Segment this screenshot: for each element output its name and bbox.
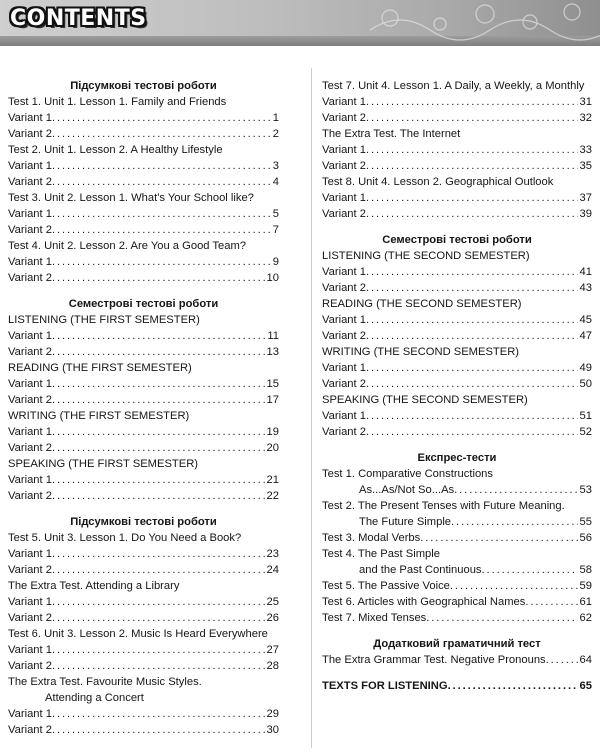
toc-entry-label: Variant 1 [322, 266, 366, 278]
toc-entry[interactable] [8, 610, 279, 626]
toc-entry[interactable] [322, 562, 592, 578]
toc-entry[interactable] [8, 392, 279, 408]
toc-entry[interactable] [8, 376, 279, 392]
toc-entry[interactable] [322, 482, 592, 498]
column-divider [311, 68, 312, 748]
toc-entry[interactable] [8, 722, 279, 738]
toc-page-number: 13 [266, 346, 279, 358]
toc-left-column [8, 78, 279, 738]
toc-page-number: 23 [266, 548, 279, 560]
toc-entry-label: Variant 2 [8, 612, 52, 624]
toc-entry-label: Variant 1 [8, 256, 52, 268]
dot-leader [52, 206, 271, 222]
toc-section-title: READING (THE FIRST SEMESTER) [8, 362, 192, 374]
dot-leader [366, 376, 578, 392]
toc-right-column [322, 78, 592, 694]
toc-page-number: 29 [266, 708, 279, 720]
toc-entry[interactable] [322, 678, 592, 694]
toc-page-number: 21 [266, 474, 279, 486]
toc-page-number: 52 [579, 426, 592, 438]
toc-page-number: 26 [266, 612, 279, 624]
toc-entry-label: Variant 1 [8, 112, 52, 124]
dot-leader [52, 158, 271, 174]
toc-entry[interactable] [322, 158, 592, 174]
toc-section-title: Test 7. Unit 4. Lesson 1. A Daily, a Weekly, a Monthly [322, 80, 585, 92]
toc-entry-label: Variant 2 [8, 660, 52, 672]
dot-leader [366, 328, 578, 344]
toc-page-number: 58 [579, 564, 592, 576]
dot-leader [52, 722, 265, 738]
toc-entry-label: Test 3. Modal Verbs [322, 532, 421, 544]
toc-entry[interactable] [322, 206, 592, 222]
toc-section-title: Test 4. The Past Simple [322, 548, 440, 560]
toc-page-number: 30 [266, 724, 279, 736]
toc-entry-label: Variant 1 [322, 410, 366, 422]
dot-leader [366, 360, 578, 376]
section-heading: Додатковий граматичний тест [373, 638, 541, 650]
toc-page-number: 31 [579, 96, 592, 108]
toc-section-title: Test 2. Unit 1. Lesson 2. A Healthy Lifestyle [8, 144, 223, 156]
toc-entry[interactable] [8, 270, 279, 286]
dot-leader [366, 424, 578, 440]
toc-entry[interactable] [8, 642, 279, 658]
toc-entry[interactable] [8, 594, 279, 610]
toc-page-number: 9 [272, 256, 279, 268]
toc-entry-label: Variant 1 [8, 426, 52, 438]
toc-page-number: 22 [266, 490, 279, 502]
toc-entry[interactable] [8, 344, 279, 360]
toc-entry[interactable] [322, 530, 592, 546]
toc-entry-label: Variant 2 [8, 724, 52, 736]
toc-page-number: 10 [266, 272, 279, 284]
toc-entry[interactable] [322, 328, 592, 344]
toc-entry[interactable] [8, 328, 279, 344]
section-gap [8, 504, 279, 514]
toc-page-number: 47 [579, 330, 592, 342]
toc-entry[interactable] [8, 472, 279, 488]
toc-entry-label: Test 6. Articles with Geographical Names [322, 596, 526, 608]
section-heading: Семестрові тестові роботи [68, 298, 219, 310]
dot-leader [454, 482, 577, 498]
toc-page-number: 17 [266, 394, 279, 406]
toc-entry[interactable] [322, 610, 592, 626]
toc-entry[interactable] [322, 376, 592, 392]
toc-page-number: 53 [579, 484, 592, 496]
toc-section-title: SPEAKING (THE FIRST SEMESTER) [8, 458, 199, 470]
section-gap [322, 626, 592, 636]
dot-leader [52, 126, 271, 142]
toc-entry-label: Variant 2 [8, 564, 52, 576]
toc-entry[interactable] [8, 488, 279, 504]
toc-section-title: Attending a Concert [45, 692, 144, 704]
dot-leader [52, 424, 265, 440]
dot-leader [52, 562, 265, 578]
toc-page-number: 61 [579, 596, 592, 608]
toc-entry[interactable] [8, 706, 279, 722]
toc-page-number: 37 [579, 192, 592, 204]
toc-section-title: READING (THE SECOND SEMESTER) [322, 298, 522, 310]
banner-pattern [280, 0, 600, 46]
toc-page-number: 59 [579, 580, 592, 592]
dot-leader [52, 254, 271, 270]
toc-entry[interactable] [322, 312, 592, 328]
toc-entry-label: Variant 2 [322, 378, 366, 390]
dot-leader [366, 280, 578, 296]
toc-section-title: LISTENING (THE SECOND SEMESTER) [322, 250, 530, 262]
dot-leader [366, 206, 578, 222]
dot-leader [52, 110, 271, 126]
toc-entry[interactable] [322, 280, 592, 296]
toc-entry-label: Variant 1 [322, 144, 366, 156]
toc-page-number: 5 [272, 208, 279, 220]
toc-entry-label: Variant 2 [8, 442, 52, 454]
toc-entry-label: Variant 1 [322, 362, 366, 374]
dot-leader [546, 652, 578, 668]
toc-page-number: 56 [579, 532, 592, 544]
toc-page-number: 39 [579, 208, 592, 220]
toc-page-number: 62 [579, 612, 592, 624]
toc-page-number: 65 [579, 680, 592, 692]
toc-page-number: 49 [579, 362, 592, 374]
dot-leader [366, 94, 578, 110]
toc-page-number: 27 [266, 644, 279, 656]
toc-entry-label: As...As/Not So...As [359, 484, 455, 496]
toc-page-number: 2 [272, 128, 279, 140]
toc-entry-label: TEXTS FOR LISTENING [322, 680, 448, 692]
section-gap [8, 286, 279, 296]
dot-leader [52, 594, 265, 610]
toc-page-number: 20 [266, 442, 279, 454]
toc-section-title: WRITING (THE SECOND SEMESTER) [322, 346, 520, 358]
dot-leader [52, 546, 265, 562]
dot-leader [52, 706, 265, 722]
toc-entry-label: Variant 2 [8, 272, 52, 284]
toc-entry[interactable] [8, 126, 279, 142]
toc-page-number: 33 [579, 144, 592, 156]
toc-page-number: 11 [267, 330, 279, 342]
toc-entry-label: Variant 1 [8, 548, 52, 560]
toc-page-number: 3 [272, 160, 279, 172]
dot-leader [52, 328, 265, 344]
section-heading: Семестрові тестові роботи [382, 234, 532, 246]
dot-leader [366, 264, 578, 280]
toc-entry[interactable] [322, 94, 592, 110]
toc-section-title: Test 1. Comparative Constructions [322, 468, 493, 480]
dot-leader [366, 142, 578, 158]
toc-entry[interactable] [8, 110, 279, 126]
dot-leader [426, 610, 577, 626]
toc-entry[interactable] [8, 254, 279, 270]
toc-entry[interactable] [322, 652, 592, 668]
toc-entry-label: Variant 1 [8, 708, 52, 720]
toc-entry[interactable] [322, 360, 592, 376]
toc-entry-label: Variant 1 [8, 596, 52, 608]
toc-entry[interactable] [8, 424, 279, 440]
toc-section-title: Test 1. Unit 1. Lesson 1. Family and Friends [8, 96, 227, 108]
toc-page-number: 7 [272, 224, 279, 236]
toc-section-title: WRITING (THE FIRST SEMESTER) [8, 410, 190, 422]
toc-entry[interactable] [322, 142, 592, 158]
toc-entry-label: Variant 2 [8, 176, 52, 188]
toc-section-title: SPEAKING (THE SECOND SEMESTER) [322, 394, 528, 406]
toc-entry-label: Variant 1 [8, 160, 52, 172]
dot-leader [52, 658, 265, 674]
section-gap [322, 668, 592, 678]
toc-entry[interactable] [8, 158, 279, 174]
dot-leader [482, 562, 578, 578]
toc-entry-label: Test 7. Mixed Tenses [322, 612, 427, 624]
dot-leader [52, 610, 265, 626]
toc-entry[interactable] [8, 222, 279, 238]
dot-leader [52, 376, 265, 392]
toc-entry-label: Variant 1 [8, 330, 52, 342]
toc-page-number: 45 [579, 314, 592, 326]
toc-entry[interactable] [8, 562, 279, 578]
toc-entry[interactable] [322, 190, 592, 206]
dot-leader [52, 642, 265, 658]
section-heading: Підсумкові тестові роботи [70, 516, 217, 528]
toc-entry-label: Variant 1 [8, 378, 52, 390]
toc-entry[interactable] [322, 264, 592, 280]
dot-leader [451, 514, 578, 530]
toc-entry[interactable] [322, 514, 592, 530]
toc-page-number: 51 [579, 410, 592, 422]
toc-entry-label: Variant 2 [322, 330, 366, 342]
toc-entry-label: Variant 2 [322, 426, 366, 438]
toc-section-title: Test 5. Unit 3. Lesson 1. Do You Need a Book? [8, 532, 242, 544]
toc-section-title: Test 6. Unit 3. Lesson 2. Music Is Heard Everywhere [8, 628, 268, 640]
toc-page-number: 24 [266, 564, 279, 576]
toc-entry-label: Variant 2 [322, 208, 366, 220]
dot-leader [450, 578, 578, 594]
toc-entry-label: Variant 2 [322, 282, 366, 294]
toc-page-number: 43 [579, 282, 592, 294]
toc-entry-label: Variant 1 [8, 208, 52, 220]
toc-entry[interactable] [322, 110, 592, 126]
toc-section-title: Test 2. The Present Tenses with Future Meaning. [322, 500, 565, 512]
toc-page-number: 1 [272, 112, 279, 124]
toc-entry[interactable] [8, 206, 279, 222]
toc-entry-label: Variant 2 [8, 128, 52, 140]
toc-page-number: 28 [266, 660, 279, 672]
dot-leader [366, 190, 578, 206]
toc-page-number: 50 [579, 378, 592, 390]
toc-page-number: 19 [266, 426, 279, 438]
toc-section-title: Test 4. Unit 2. Lesson 2. Are You a Good Team? [8, 240, 246, 252]
toc-page-number: 41 [579, 266, 592, 278]
toc-entry[interactable] [322, 594, 592, 610]
dot-leader [448, 678, 578, 694]
toc-page-number: 35 [579, 160, 592, 172]
toc-entry-label: Variant 2 [8, 224, 52, 236]
dot-leader [366, 312, 578, 328]
toc-section-title: Test 8. Unit 4. Lesson 2. Geographical Outlook [322, 176, 554, 188]
toc-page-number: 32 [579, 112, 592, 124]
toc-entry-label: Variant 1 [8, 644, 52, 656]
dot-leader [52, 440, 265, 456]
toc-entry-label: The Future Simple [359, 516, 452, 528]
toc-entry[interactable] [8, 174, 279, 190]
dot-leader [52, 222, 271, 238]
toc-page-number: 25 [266, 596, 279, 608]
dot-leader [52, 270, 265, 286]
toc-section-title: The Extra Test. Favourite Music Styles. [8, 676, 202, 688]
section-gap [322, 222, 592, 232]
toc-entry[interactable] [322, 578, 592, 594]
toc-entry-label: Variant 2 [8, 394, 52, 406]
section-heading: Підсумкові тестові роботи [70, 80, 217, 92]
toc-section-title: Test 3. Unit 2. Lesson 1. What's Your School like? [8, 192, 254, 204]
dot-leader [525, 594, 577, 610]
toc-entry-label: Variant 1 [322, 192, 366, 204]
toc-entry[interactable] [322, 424, 592, 440]
toc-entry-label: and the Past Continuous [359, 564, 482, 576]
dot-leader [52, 472, 265, 488]
dot-leader [52, 488, 265, 504]
toc-entry[interactable] [8, 658, 279, 674]
dot-leader [52, 174, 271, 190]
dot-leader [366, 110, 578, 126]
toc-page-number: 55 [579, 516, 592, 528]
toc-entry[interactable] [8, 546, 279, 562]
toc-entry[interactable] [322, 408, 592, 424]
toc-entry-label: Variant 1 [322, 314, 366, 326]
toc-entry-label: Variant 2 [322, 160, 366, 172]
dot-leader [366, 158, 578, 174]
contents-banner [0, 0, 600, 46]
section-heading: Експрес-тести [417, 452, 497, 464]
toc-section-title: The Extra Test. Attending a Library [8, 580, 180, 592]
toc-entry-label: Variant 2 [322, 112, 366, 124]
dot-leader [52, 392, 265, 408]
toc-page-number: 64 [579, 654, 592, 666]
toc-entry-label: Variant 1 [8, 474, 52, 486]
dot-leader [420, 530, 577, 546]
toc-entry[interactable] [8, 440, 279, 456]
toc-entry-label: Variant 2 [8, 490, 52, 502]
toc-entry-label: Variant 1 [322, 96, 366, 108]
section-gap [322, 440, 592, 450]
toc-section-title: The Extra Test. The Internet [322, 128, 461, 140]
page-title: CONTENTS [10, 6, 147, 31]
toc-entry-label: Test 5. The Passive Voice [322, 580, 450, 592]
dot-leader [366, 408, 578, 424]
toc-section-title: LISTENING (THE FIRST SEMESTER) [8, 314, 200, 326]
dot-leader [52, 344, 265, 360]
toc-page-number: 15 [266, 378, 279, 390]
toc-entry-label: Variant 2 [8, 346, 52, 358]
toc-entry-label: The Extra Grammar Test. Negative Pronouns [322, 654, 546, 666]
toc-page-number: 4 [272, 176, 279, 188]
